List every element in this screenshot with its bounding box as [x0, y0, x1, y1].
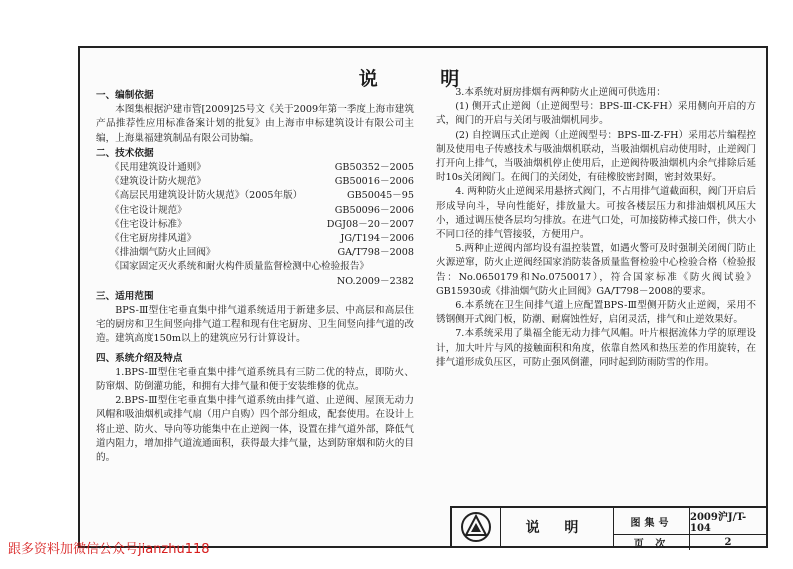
paragraph-3-2: (2) 自控调压式止逆阀（止逆阀型号：BPS-Ⅲ-Z-FH）采用芯片编程控制及使用电子传感技术与吸油烟机联动，当吸油烟机启动使用时，止逆阀门打开向上排气，当吸油烟机停止使用后，止逆阀待吸油烟机内余气排除后延时10s关闭阀门。在阀门的关闭处，有硅橡胶密封圈，密封效果好。 — [436, 129, 756, 184]
left-column — [96, 88, 414, 465]
standard-row: 《住宅设计标准》 DGJ08－20－2007 — [110, 218, 414, 230]
title-block — [450, 506, 766, 550]
section-heading-basis: 一、编制依据 — [96, 90, 154, 101]
feature-paragraph-2: 2.BPS-Ⅲ型住宅垂直集中排气道系统由排气道、止逆阀、屋顶无动力风帽和吸油烟机或排气扇（用户自购）四个部分组成，配套使用。在设计上将止逆、防火、导向等功能集中在止逆阀一体，设置在排气道外部，降低气道内阻力，增加排气道流通面积，获得最大排气量，达到防窜烟和防火的目的。 — [96, 395, 414, 464]
paragraph-3: 3.本系统对厨房排烟有两种防火止逆阀可供选用： — [455, 87, 666, 98]
standard-row: 《排油烟气防火止回阀》 GA/T798－2008 — [110, 247, 414, 259]
section-text-scope: BPS-Ⅲ型住宅垂直集中排气道系统适用于新建多层、中高层和高层住宅的厨房和卫生间竖向排气道工程和现有住宅厨房、卫生间竖向排气道的改造。建筑高度150m以上的建筑应另行计算设计。 — [96, 305, 414, 345]
paragraph-7: 7.本系统采用了巢福全能无动力排气风帽。叶片根据流体力学的原理设计，加大叶片与风的接触面积和角度，依靠自然风和热压差的作用旋转，在排气道形成负压区，可防止强风倒灌，同时起到防雨防雪的作用。 — [436, 328, 756, 368]
page-title: 说 明 — [358, 68, 488, 90]
paragraph-3-1: (1) 侧开式止逆阀（止逆阀型号：BPS-Ⅲ-CK-FH）采用侧向开启的方式，阀门的开启与关闭与吸油烟机同步。 — [436, 101, 756, 127]
watermark-text: 跟多资料加微信公众号jianzhu118 — [8, 542, 210, 557]
right-column — [436, 86, 756, 370]
standard-report-number: NO.2009－2382 — [336, 275, 414, 287]
standard-row: 《住宅设计规范》 GB50096－2006 — [110, 204, 414, 216]
section-heading-features: 四、系统介绍及特点 — [96, 352, 183, 364]
company-logo-icon — [452, 508, 501, 546]
atlas-number: 2009沪J/T-104 — [690, 508, 766, 535]
section-heading-tech: 二、技术依据 — [96, 147, 154, 159]
standard-row: 《国家固定灭火系统和耐火构件质量监督检测中心检验报告》 — [110, 261, 370, 273]
standard-row: 《建筑设计防火规范》 GB50016－2006 — [110, 176, 414, 188]
standard-row: 《住宅厨房排风道》 JG/T194－2006 — [110, 233, 414, 245]
page-number-label: 页 次 — [614, 535, 690, 550]
atlas-number-label: 图集号 — [614, 508, 690, 535]
page-number: 2 — [724, 537, 732, 548]
standard-row: 《高层民用建筑设计防火规范》（2005年版） GB50045－95 — [110, 190, 414, 202]
paragraph-5: 5.两种止逆阀内部均设有温控装置，如遇火警可及时强制关闭阀门防止火源逆窜，防火止逆阀经国家消防装备质量监督检验中心检验合格（检验报告：No.0650179和No.0750017），符合国家标准《防火阀试验》GB15930或《排油烟气防火止回阀》GA/T798－2008的要求。 — [436, 243, 756, 297]
paragraph-6: 6.本系统在卫生间排气道上应配置BPS-Ⅲ型侧开防火止逆阀，采用不锈钢侧开式阀门板，防潮、耐腐蚀性好，启闭灵活，排气和止逆效果好。 — [436, 300, 756, 326]
section-heading-scope: 三、适用范围 — [96, 290, 154, 302]
section-text-basis: 本图集根据沪建市管[2009]25号文《关于2009年第一季度上海市建筑产品推荐性应用标准备案计划的批复》由上海市申标建筑设计有限公司主编，上海巢福建筑制品有限公司协编。 — [96, 104, 414, 144]
drawing-sheet — [78, 46, 768, 548]
standard-row: 《民用建筑设计通则》 GB50352－2005 — [110, 162, 414, 174]
title-block-grid — [614, 508, 766, 550]
feature-paragraph-1: 1.BPS-Ⅲ型住宅垂直集中排气道系统具有三防二优的特点，即防火、防窜烟、防倒灌功能，和拥有大排气量和便于安装维修的优点。 — [96, 366, 414, 393]
paragraph-4: 4. 两种防火止逆阀采用悬挤式阀门，不占用排气道截面积，阀门开启后形成导向斗，导向性能好，排放量大。可按各楼层压力和排油烟机风压大小，通过调压使各层均匀排放。在进气口处，可加接防棒式接口件，供大小不同口径的排气管接驳，方便用户。 — [436, 186, 756, 241]
title-block-name: 说 明 — [501, 508, 614, 546]
